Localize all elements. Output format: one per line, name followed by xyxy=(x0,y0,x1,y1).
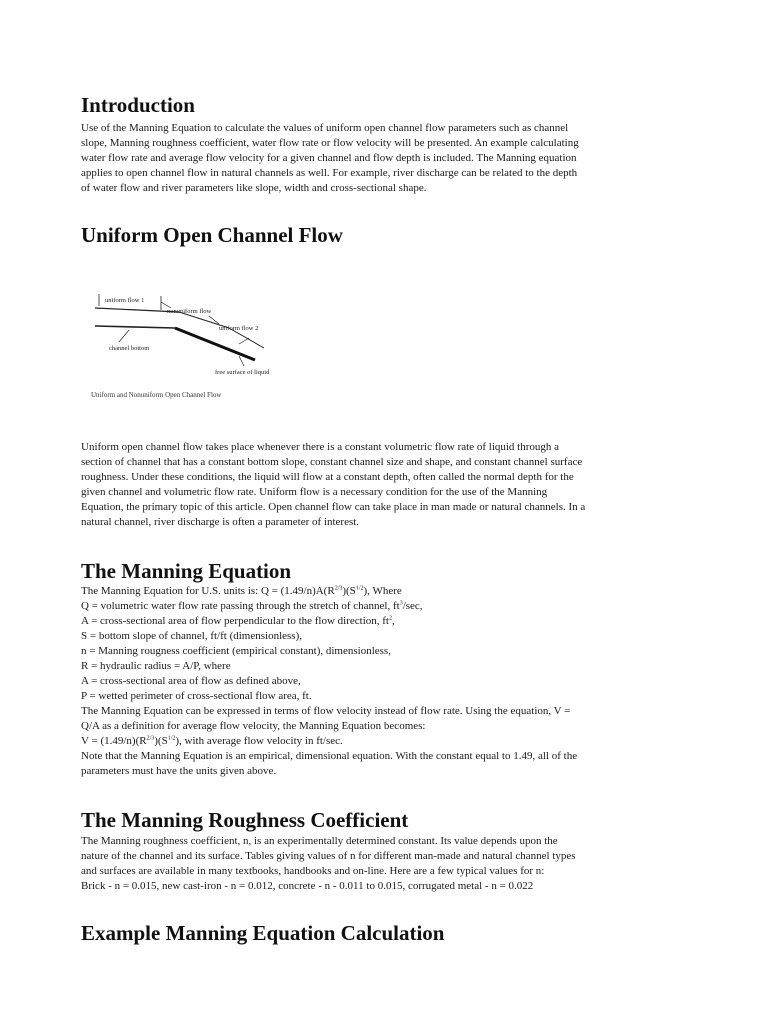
intro-line: applies to open channel flow in natural channels as well. For example, river discharge can be related to the depth xyxy=(81,167,578,179)
intro-line: slope, Manning roughness coefficient, water flow rate or flow velocity will be presented. An example calculating xyxy=(81,137,579,149)
label-uniform-flow-2: uniform flow 2 xyxy=(219,325,259,332)
definition-line: P = wetted perimeter of cross-sectional flow area, ft. xyxy=(81,690,312,702)
definition-line: R = hydraulic radius = A/P, where xyxy=(81,660,231,672)
roughness-line: Brick - n = 0.015, new cast-iron - n = 0.012, concrete - n - 0.011 to 0.015, corrugated metal - n = 0.022 xyxy=(81,880,534,892)
equation-text: )(S xyxy=(342,585,356,597)
equation-text: )(S xyxy=(154,735,168,747)
label-channel-bottom: channel bottom xyxy=(109,345,150,352)
intro-line: water flow rate and average flow velocity for a given channel and flow depth is included. The Manning equation xyxy=(81,152,577,164)
equation-text: The Manning Equation for U.S. units is: Q = (1.49/n)A(R xyxy=(81,585,335,597)
channel-bottom-line xyxy=(95,326,175,328)
velocity-equation-line xyxy=(81,734,677,749)
uniform-line: Equation, the primary topic of this article. Open channel flow can take place in man made or natural channels. In a xyxy=(81,501,586,513)
manning-paragraph xyxy=(81,584,677,779)
manning-line: Q/A as a definition for average flow velocity, the Manning Equation becomes: xyxy=(81,720,426,732)
definition-line: S = bottom slope of channel, ft/ft (dimensionless), xyxy=(81,630,302,642)
roughness-paragraph xyxy=(81,834,677,894)
uniform-line: natural channel, river discharge is often a parameter of interest. xyxy=(81,516,360,528)
manning-line: The Manning Equation can be expressed in terms of flow velocity instead of flow rate. Using the equation, V = xyxy=(81,705,571,717)
definition-text: , xyxy=(391,615,395,627)
exponent: 2/3 xyxy=(146,735,155,742)
uniform-line: section of channel that has a constant bottom slope, constant channel size and shape, and constant channel surface xyxy=(81,456,583,468)
uniform-line: Uniform open channel flow takes place whenever there is a constant volumetric flow rate of liquid through a xyxy=(81,441,560,453)
heading-introduction: Introduction xyxy=(81,93,195,117)
uniform-paragraph xyxy=(81,440,677,530)
heading-uniform-flow: Uniform Open Channel Flow xyxy=(81,223,343,247)
uniform-line: roughness. Under these conditions, the liquid will flow at a constant depth, often called the normal depth for the xyxy=(81,471,574,483)
leader-line xyxy=(239,338,249,344)
manning-line: Note that the Manning Equation is an empirical, dimensional equation. With the constant equal to 1.49, all of the xyxy=(81,750,578,762)
intro-line: Use of the Manning Equation to calculate the values of uniform open channel flow parameters such as channel xyxy=(81,122,569,134)
figure-caption: Uniform and Nonuniform Open Channel Flow xyxy=(91,391,222,399)
heading-manning-equation: The Manning Equation xyxy=(81,559,292,583)
exponent: 2 xyxy=(388,615,392,622)
intro-line: of water flow and river parameters like slope, width and cross-sectional shape. xyxy=(81,182,427,194)
definition-line: n = Manning rougness coefficient (empirical constant), dimensionless, xyxy=(81,645,391,657)
heading-example-calculation: Example Manning Equation Calculation xyxy=(81,921,445,945)
intro-paragraph xyxy=(81,121,677,196)
equation-text: ), with average flow velocity in ft/sec. xyxy=(175,735,343,747)
exponent: 3 xyxy=(399,600,403,607)
uniform-line: given channel and volumetric flow rate. Uniform flow is a necessary condition for the use of the Manning xyxy=(81,486,548,498)
exponent: 1/2 xyxy=(167,735,176,742)
exponent: 2/3 xyxy=(334,585,343,592)
channel-flow-figure xyxy=(89,286,329,406)
roughness-line: and surfaces are available in many textbooks, handbooks and on-line. Here are a few typical values for n: xyxy=(81,865,545,877)
heading-roughness-coefficient: The Manning Roughness Coefficient xyxy=(81,808,409,832)
roughness-line: nature of the channel and its surface. Tables giving values of n for different man-made and natural channel types xyxy=(81,850,576,862)
label-uniform-flow-1: uniform flow 1 xyxy=(105,297,145,304)
label-nonuniform-flow: nonuniform flow xyxy=(167,308,212,315)
roughness-line: The Manning roughness coefficient, n, is an experimentally determined constant. Its value depends upon the xyxy=(81,835,558,847)
leader-line xyxy=(239,356,244,366)
definition-text: A = cross-sectional area of flow perpendicular to the flow direction, ft xyxy=(81,615,389,627)
definition-line xyxy=(81,614,677,629)
definition-text: Q = volumetric water flow rate passing through the stretch of channel, ft xyxy=(81,600,400,612)
channel-bottom-slope xyxy=(175,328,255,360)
leader-line xyxy=(119,330,129,342)
channel-flow-diagram xyxy=(89,286,329,406)
equation-text: V = (1.49/n)(R xyxy=(81,735,147,747)
definition-line: A = cross-sectional area of flow as defined above, xyxy=(81,675,301,687)
equation-text: ), Where xyxy=(363,585,402,597)
exponent: 1/2 xyxy=(355,585,364,592)
manning-line: parameters must have the units given above. xyxy=(81,765,277,777)
label-free-surface: free surface of liquid xyxy=(215,369,270,376)
definition-line xyxy=(81,599,677,614)
definition-text: /sec, xyxy=(402,600,423,612)
equation-line xyxy=(81,584,677,599)
